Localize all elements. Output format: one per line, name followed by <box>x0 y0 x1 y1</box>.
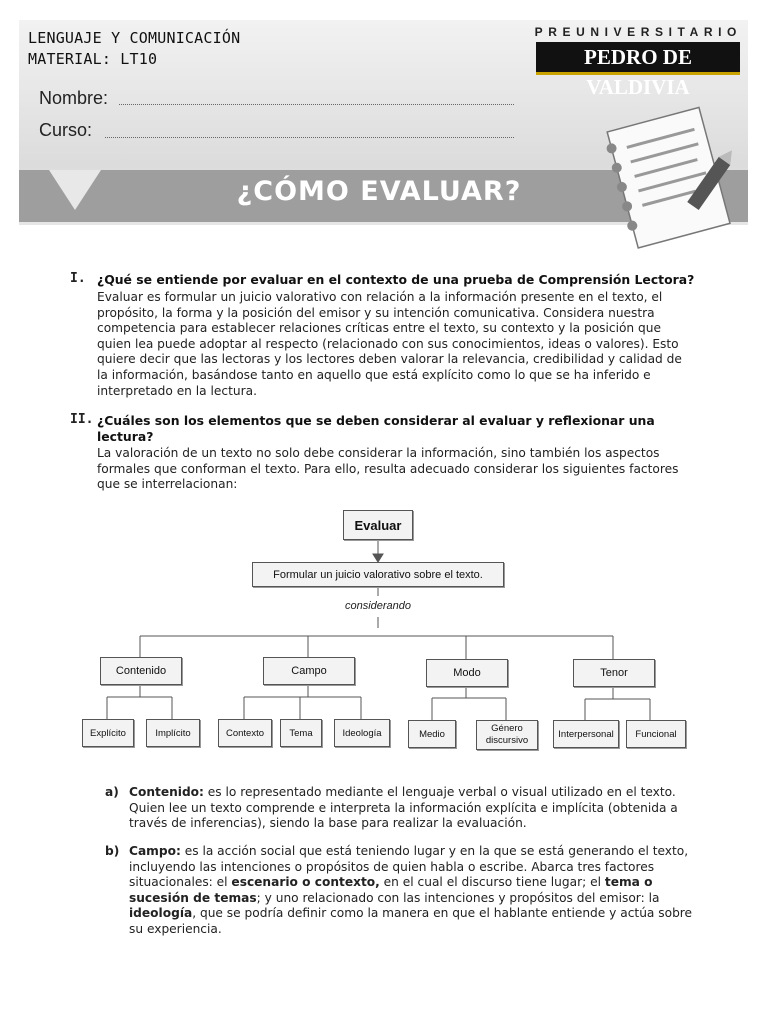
category-modo: Modo <box>426 659 508 687</box>
text-line: Evaluar es formular un juicio valorativo con relación a la información presente en el texto, el <box>97 290 663 304</box>
name-label: Nombre: <box>39 88 109 108</box>
text-line: incluyendo las intenciones o propósitos de quien habla o escribe. Abarca tres factores <box>129 859 655 874</box>
text-line: su experiencia. <box>129 921 222 936</box>
text-run: en el cual el discurso tiene lugar; el <box>379 875 605 890</box>
text-line: la información, basándose tanto en aquello que está explícito como lo que se ha inferido e <box>97 367 651 382</box>
leaf-genero-discursivo: Género discursivo <box>476 720 538 750</box>
text-line: que se interrelacionan: <box>97 477 238 492</box>
text-line: quiere decir que las lectoras y los lectores deben valorar la relevancia, credibilidad y calidad de <box>97 352 682 367</box>
page-header <box>19 20 748 225</box>
text-line: propósito, la forma y la posición del emisor y su intención comunicativa. Considera nuestra <box>97 305 655 320</box>
course-label: Curso: <box>39 120 93 140</box>
text-line: interpretado en la lectura. <box>97 383 257 398</box>
text-run: ; y uno relacionado con las intenciones y propósitos del emisor: la <box>256 890 660 905</box>
text-line: través de inferencias), siendo la base para realizar la evaluación. <box>129 816 527 831</box>
section-1-body <box>97 290 707 399</box>
text-line: formales que conforman el texto. Para ello, resulta adecuado considerar los siguientes factores <box>97 461 679 476</box>
band-notch <box>49 170 101 210</box>
section-1-number: I. <box>70 271 86 286</box>
bold-run: tema o <box>604 875 653 890</box>
category-tenor: Tenor <box>573 659 655 687</box>
section-2-body <box>97 446 707 493</box>
bold-run: escenario o contexto, <box>231 875 380 890</box>
text-line: es lo representado mediante el lenguaje verbal o visual utilizado en el texto. <box>203 785 676 799</box>
evaluation-diagram <box>60 500 740 760</box>
text-line: es la acción social que está teniendo lugar y en la que se está generando el texto, <box>180 844 689 858</box>
bold-run: sucesión de temas <box>129 890 257 905</box>
category-campo: Campo <box>263 657 355 685</box>
diagram-connector-label: considerando <box>344 600 412 612</box>
item-b-text <box>129 844 703 938</box>
diagram-formulate: Formular un juicio valorativo sobre el texto. <box>252 562 504 587</box>
item-a-text <box>129 785 703 832</box>
section-2-question-cont: lectura? <box>97 429 154 444</box>
text-run: situacionales: el <box>129 875 232 890</box>
item-b-label: b) <box>105 844 120 858</box>
text-line: quien lea puede adoptar al respecto (relacionado con sus conocimientos, ideas o valores). Esto <box>97 336 679 351</box>
text-run: , que se podría definir como la manera en que el hablante entiende y actúa sobre <box>192 906 693 921</box>
brand-subtitle: PREUNIVERSITARIO <box>534 25 742 39</box>
diagram-root: Evaluar <box>343 510 413 540</box>
text-line: competencia para establecer relaciones críticas entre el texto, su contexto y la posición que <box>97 321 661 336</box>
leaf-tema: Tema <box>280 719 322 747</box>
text-line: Quien lee un texto comprende e interpreta la información explícita e implícita (obtenida a <box>129 800 678 815</box>
category-contenido: Contenido <box>100 657 182 685</box>
leaf-contexto: Contexto <box>218 719 272 747</box>
item-contenido <box>105 785 700 835</box>
brand-logo: PEDRO DE VALDIVIA <box>536 42 740 75</box>
subject-title: LENGUAJE Y COMUNICACIÓN <box>28 29 241 47</box>
item-a-term: Contenido: <box>129 785 204 799</box>
page-title: ¿CÓMO EVALUAR? <box>236 176 522 207</box>
leaf-explicito: Explícito <box>82 719 134 747</box>
item-b-term: Campo: <box>129 844 181 858</box>
leaf-ideologia: Ideología <box>334 719 390 747</box>
bold-run: ideología <box>129 906 193 921</box>
leaf-medio: Medio <box>408 720 456 748</box>
leaf-funcional: Funcional <box>626 720 686 748</box>
material-code: MATERIAL: LT10 <box>28 50 158 68</box>
section-2-number: II. <box>70 412 94 427</box>
item-a-label: a) <box>105 785 119 799</box>
leaf-implicito: Implícito <box>146 719 200 747</box>
notepad-pencil-icon <box>601 102 746 252</box>
course-field[interactable] <box>105 137 514 138</box>
section-1-question: ¿Qué se entiende por evaluar en el contexto de una prueba de Comprensión Lectora? <box>97 272 695 287</box>
text-line: La valoración de un texto no solo debe considerar la información, sino también los aspectos <box>97 446 660 460</box>
section-2-question: ¿Cuáles son los elementos que se deben considerar al evaluar y reflexionar una <box>97 413 655 428</box>
name-field[interactable] <box>119 104 514 105</box>
leaf-interpersonal: Interpersonal <box>553 720 619 748</box>
item-campo <box>105 844 700 944</box>
